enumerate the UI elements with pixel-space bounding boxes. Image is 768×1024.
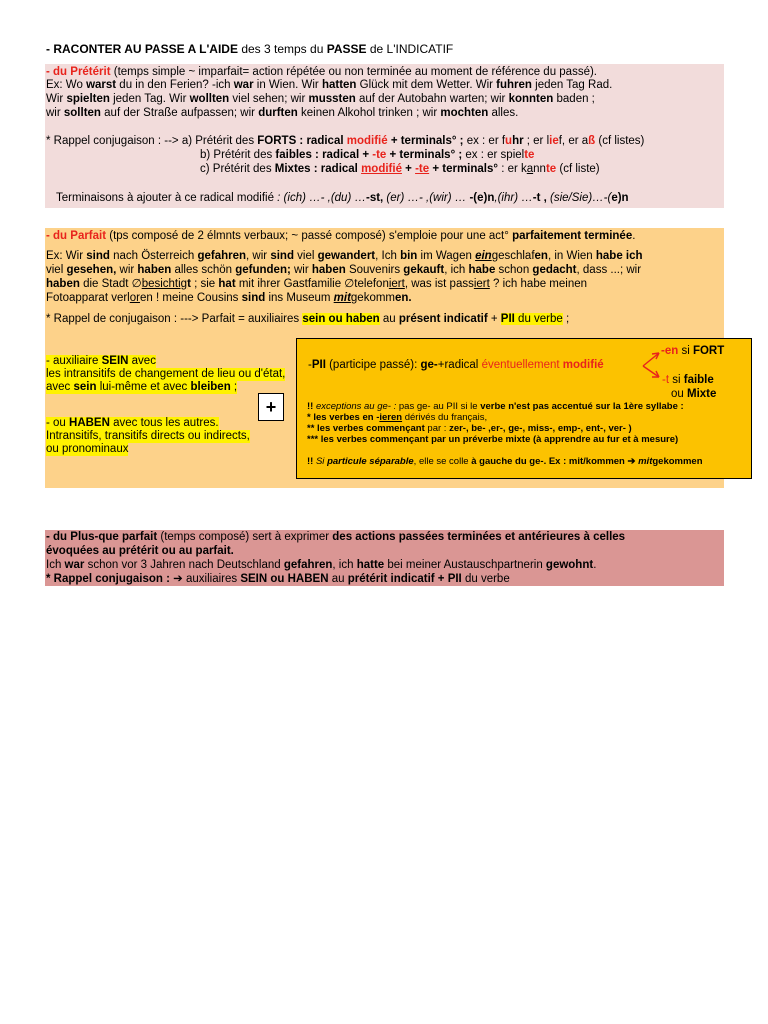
plus-sign: +: [258, 393, 284, 421]
parfait-heading: - du Parfait (tps composé de 2 élmnts verbaux; ~ passé composé) s'emploie pour une act° parfaitement terminée.: [46, 230, 636, 242]
preterit-rappel-mixtes: c) Prétérit des Mixtes : radical modifié + -te + terminals° : er kannte (cf liste): [200, 163, 600, 175]
preterit-example-line: Ex: Wo warst du in den Ferien? -ich war in Wien. Wir hatten Glück mit dem Wetter. Wir fuhren jeden Tag Rad.: [46, 79, 613, 91]
sein-note: - auxiliaire SEIN avec les intransitifs de changement de lieu ou d'état, avec sein lui-même et avec bleiben ;: [46, 355, 286, 393]
preterit-section: [45, 64, 724, 208]
parfait-rappel: * Rappel de conjugaison : ---> Parfait = auxiliaires sein ou haben au présent indicatif + PII du verbe ;: [46, 313, 570, 325]
pqp-example: Ich war schon vor 3 Jahren nach Deutschland gefahren, ich hatte bei meiner Austauschpartnerin gewohnt.: [46, 559, 597, 571]
ending-en-fort: -en si FORT: [661, 345, 725, 357]
ge-exception-mixte: *** les verbes commençant par un préverbe mixte (à apprendre au fur et à mesure): [307, 434, 679, 445]
preterit-example-line: Wir spielten jeden Tag. Wir wollten viel sehen; wir mussten auf der Autobahn warten; wir konnten baden ;: [46, 93, 595, 105]
preterit-rappel-faibles: b) Prétérit des faibles : radical + -te + terminals° ; ex : er spielte: [200, 149, 535, 161]
pii-definition: -PII (participe passé): ge-+radical éventuellement modifié: [308, 359, 604, 371]
pqp-heading: - du Plus-que parfait (temps composé) sert à exprimer des actions passées terminées et antérieures à celles: [46, 531, 626, 543]
pqp-heading-cont: évoquées au prétérit ou au parfait.: [46, 545, 234, 557]
pqp-rappel: * Rappel conjugaison : ➔ auxiliaires SEIN ou HABEN au prétérit indicatif + PII du verbe: [46, 573, 510, 585]
participe-passe-box: [296, 338, 752, 479]
parfait-example-line: Fotoapparat verloren ! meine Cousins sind ins Museum mitgekommen.: [46, 292, 412, 304]
parfait-example-line: haben die Stadt ∅besichtigt ; sie hat mit ihrer Gastfamilie ∅telefoniert, was ist passiert ? ich habe meinen: [46, 278, 588, 290]
ge-exception-ieren: * les verbes en -ieren dérivés du français,: [307, 412, 488, 423]
preterit-heading: - du Prétérit (temps simple ~ imparfait= action répétée ou non terminée au moment de référence du passé).: [46, 66, 598, 78]
plus-que-parfait-section: [45, 530, 724, 586]
ending-t-faible: -t si faible: [662, 374, 714, 386]
preterit-rappel-forts: * Rappel conjugaison : --> a) Prétérit des FORTS : radical modifié + terminals° ; ex : er fuhr ; er lief, er aß (cf listes): [46, 135, 645, 147]
ending-mixte: ou Mixte: [671, 388, 717, 400]
preterit-terminaisons: Terminaisons à ajouter à ce radical modifié : (ich) …- ,(du) …-st, (er) …- ,(wir) … -(e)n,(ihr) …-t , (sie/Sie)…-(e)n: [56, 192, 629, 204]
preterit-example-line: wir sollten auf der Straße aufpassen; wir durften keinen Alkohol trinken ; wir mochten alles.: [46, 107, 519, 119]
parfait-example-line: viel gesehen, wir haben alles schön gefunden; wir haben Souvenirs gekauft, ich habe schon gedacht, dass ...; wir: [46, 264, 642, 276]
ge-exceptions-title: !! exceptions au ge- : pas ge- au PII si le verbe n'est pas accentué sur la 1ère syllabe :: [307, 401, 684, 412]
page-title: - RACONTER AU PASSE A L'AIDE des 3 temps du PASSE de L'INDICATIF: [46, 42, 454, 56]
ge-exception-prefixes: ** les verbes commençant par : zer-, be- ,er-, ge-, miss-, emp-, ent-, ver- ): [307, 423, 632, 434]
haben-note: - ou HABEN avec tous les autres. Intransitifs, transitifs directs ou indirects, ou pronominaux: [46, 417, 250, 455]
separable-particle-note: !! Si particule séparable, elle se colle à gauche du ge-. Ex : mit/kommen ➔ mitgekommen: [307, 456, 703, 467]
parfait-example-line: Ex: Wir sind nach Österreich gefahren, wir sind viel gewandert, Ich bin im Wagen eingeschlafen, in Wien habe ich: [46, 250, 643, 262]
